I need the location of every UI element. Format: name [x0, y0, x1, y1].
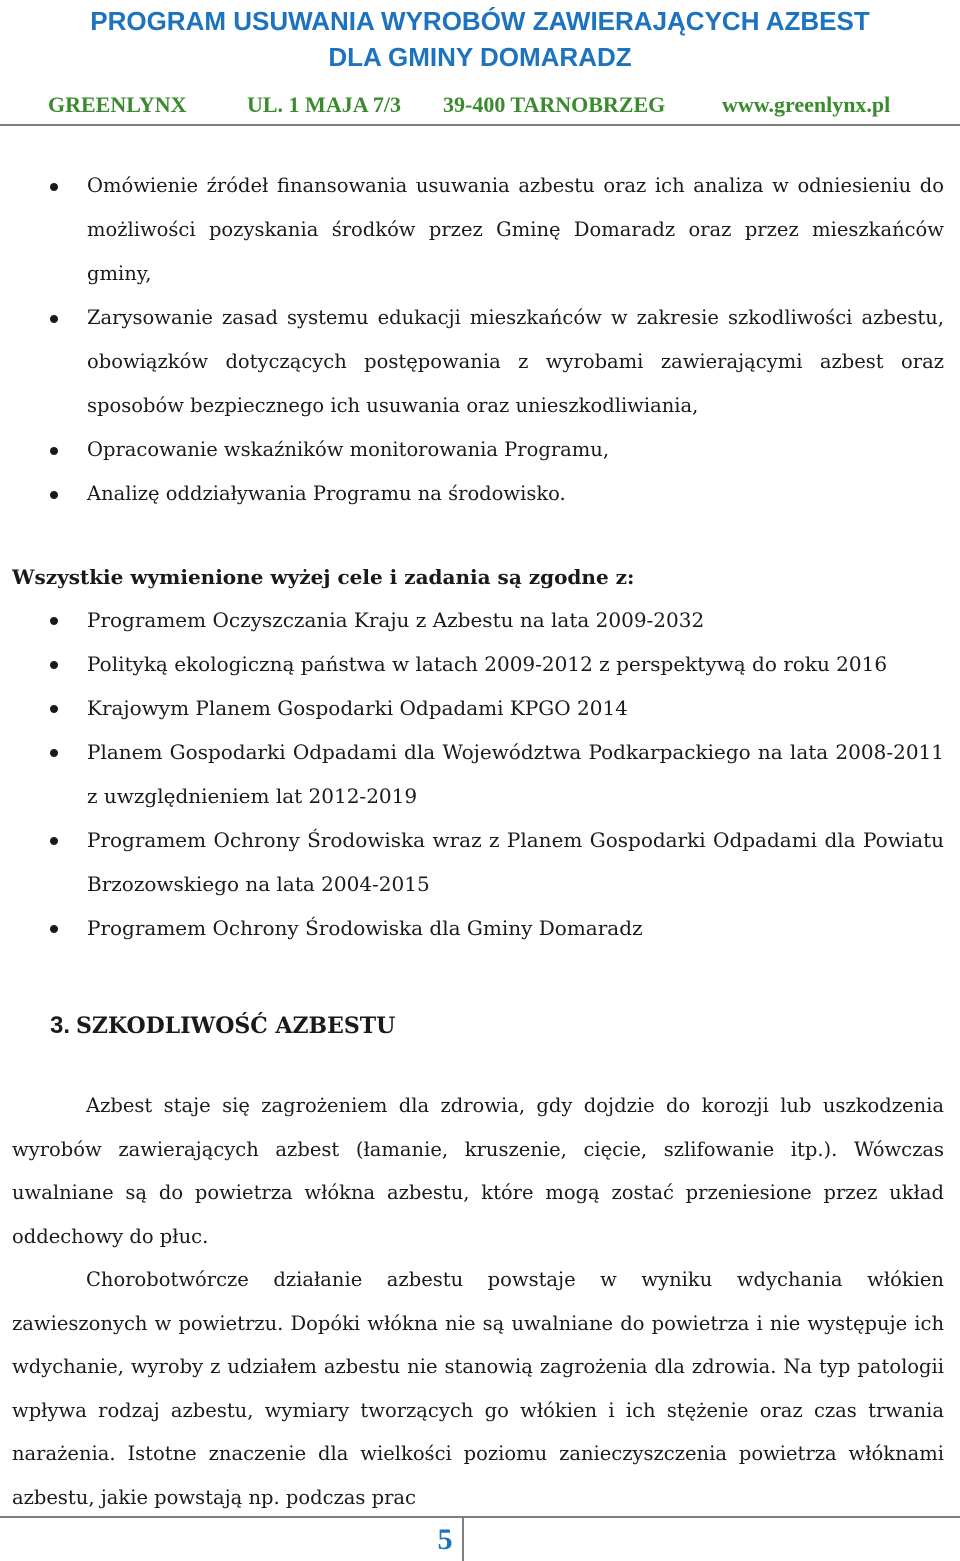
section-number: 3. — [50, 1012, 71, 1039]
list-item — [0, 730, 960, 818]
list-item — [0, 906, 960, 950]
bullet-icon — [50, 617, 58, 625]
list-item-text: Zarysowanie zasad systemu edukacji mieszkańców w zakresie szkodliwości azbestu, obowiązków dotyczących postępowania z wyrobami zawierającymi azbest oraz sposobów bezpiecznego ich usuwania oraz unieszkodliwiania, — [87, 306, 944, 417]
section-title: SZKODLIWOŚĆ AZBESTU — [76, 1013, 396, 1039]
header-website[interactable]: www.greenlynx.pl — [722, 92, 891, 117]
header-title-line2: DLA GMINY DOMARADZ — [328, 42, 632, 72]
list-item-text: Analizę oddziaływania Programu na środowisko. — [87, 482, 566, 505]
list-item — [0, 642, 960, 686]
bullet-icon — [50, 837, 58, 845]
bullet-icon — [50, 491, 58, 499]
compliance-list — [0, 598, 960, 950]
page-number: 5 — [437, 1523, 453, 1556]
header-city: 39-400 TARNOBRZEG — [443, 92, 666, 117]
list-item-text: Krajowym Planem Gospodarki Odpadami KPGO 2014 — [87, 696, 628, 720]
list-item — [0, 296, 960, 428]
bullet-icon — [50, 447, 58, 455]
list-item — [0, 598, 960, 642]
paragraph: Chorobotwórcze działanie azbestu powstaje w wyniku wdychania włókien zawieszonych w powietrzu. Dopóki włókna nie są uwalniane do powietrza i nie występuje ich wdychanie, wyroby z udziałem azbestu nie stanowią zagrożenia dla zdrowia. Na typ patologii wpływa rodzaj azbestu, wymiary tworzących go włókien i ich stężenie oraz czas trwania narażenia. Istotne znaczenie dla wielkości poziomu zanieczyszczenia powietrza włóknami azbestu, jakie powstają np. podczas prac — [12, 1268, 944, 1509]
list-item-text: Programem Oczyszczania Kraju z Azbestu na lata 2009-2032 — [87, 608, 705, 632]
list-item — [0, 818, 960, 906]
list-item — [0, 164, 960, 296]
list-item — [0, 472, 960, 516]
list-item-text: Programem Ochrony Środowiska dla Gminy Domaradz — [87, 916, 643, 940]
bullet-icon — [50, 315, 58, 323]
footer-divider — [0, 1516, 960, 1518]
list-item-text: Planem Gospodarki Odpadami dla Województwa Podkarpackiego na lata 2008-2011 z uwzględnieniem lat 2012-2019 — [87, 740, 944, 808]
bullet-icon — [50, 749, 58, 757]
header-street: UL. 1 MAJA 7/3 — [247, 92, 401, 117]
header-company: GREENLYNX — [48, 92, 187, 117]
footer-vertical-divider — [462, 1518, 464, 1561]
list-item-text: Omówienie źródeł finansowania usuwania azbestu oraz ich analiza w odniesieniu do możliwości pozyskania środków przez Gminę Domaradz oraz przez mieszkańców gminy, — [87, 174, 944, 285]
bullet-icon — [50, 705, 58, 713]
section-heading — [50, 1003, 395, 1048]
paragraph: Azbest staje się zagrożeniem dla zdrowia, gdy dojdzie do korozji lub uszkodzenia wyrobów zawierających azbest (łamanie, kruszenie, cięcie, szlifowanie itp.). Wówczas uwalniane są do powietrza włókna azbestu, które mogą zostać przeniesione przez układ oddechowy do płuc. — [12, 1094, 944, 1248]
list-item-text: Polityką ekologiczną państwa w latach 2009-2012 z perspektywą do roku 2016 — [87, 652, 888, 676]
bullet-icon — [50, 925, 58, 933]
bullet-icon — [50, 183, 58, 191]
list-item — [0, 428, 960, 472]
header-divider — [0, 124, 960, 126]
goals-list — [0, 164, 960, 516]
header-title-line1: PROGRAM USUWANIA WYROBÓW ZAWIERAJĄCYCH AZBEST — [90, 6, 870, 36]
list-item-text: Programem Ochrony Środowiska wraz z Planem Gospodarki Odpadami dla Powiatu Brzozowskiego na lata 2004-2015 — [87, 828, 944, 896]
list-item-text: Opracowanie wskaźników monitorowania Programu, — [87, 438, 610, 461]
compliance-intro: Wszystkie wymienione wyżej cele i zadania są zgodne z: — [12, 565, 635, 589]
list-item — [0, 686, 960, 730]
bullet-icon — [50, 661, 58, 669]
